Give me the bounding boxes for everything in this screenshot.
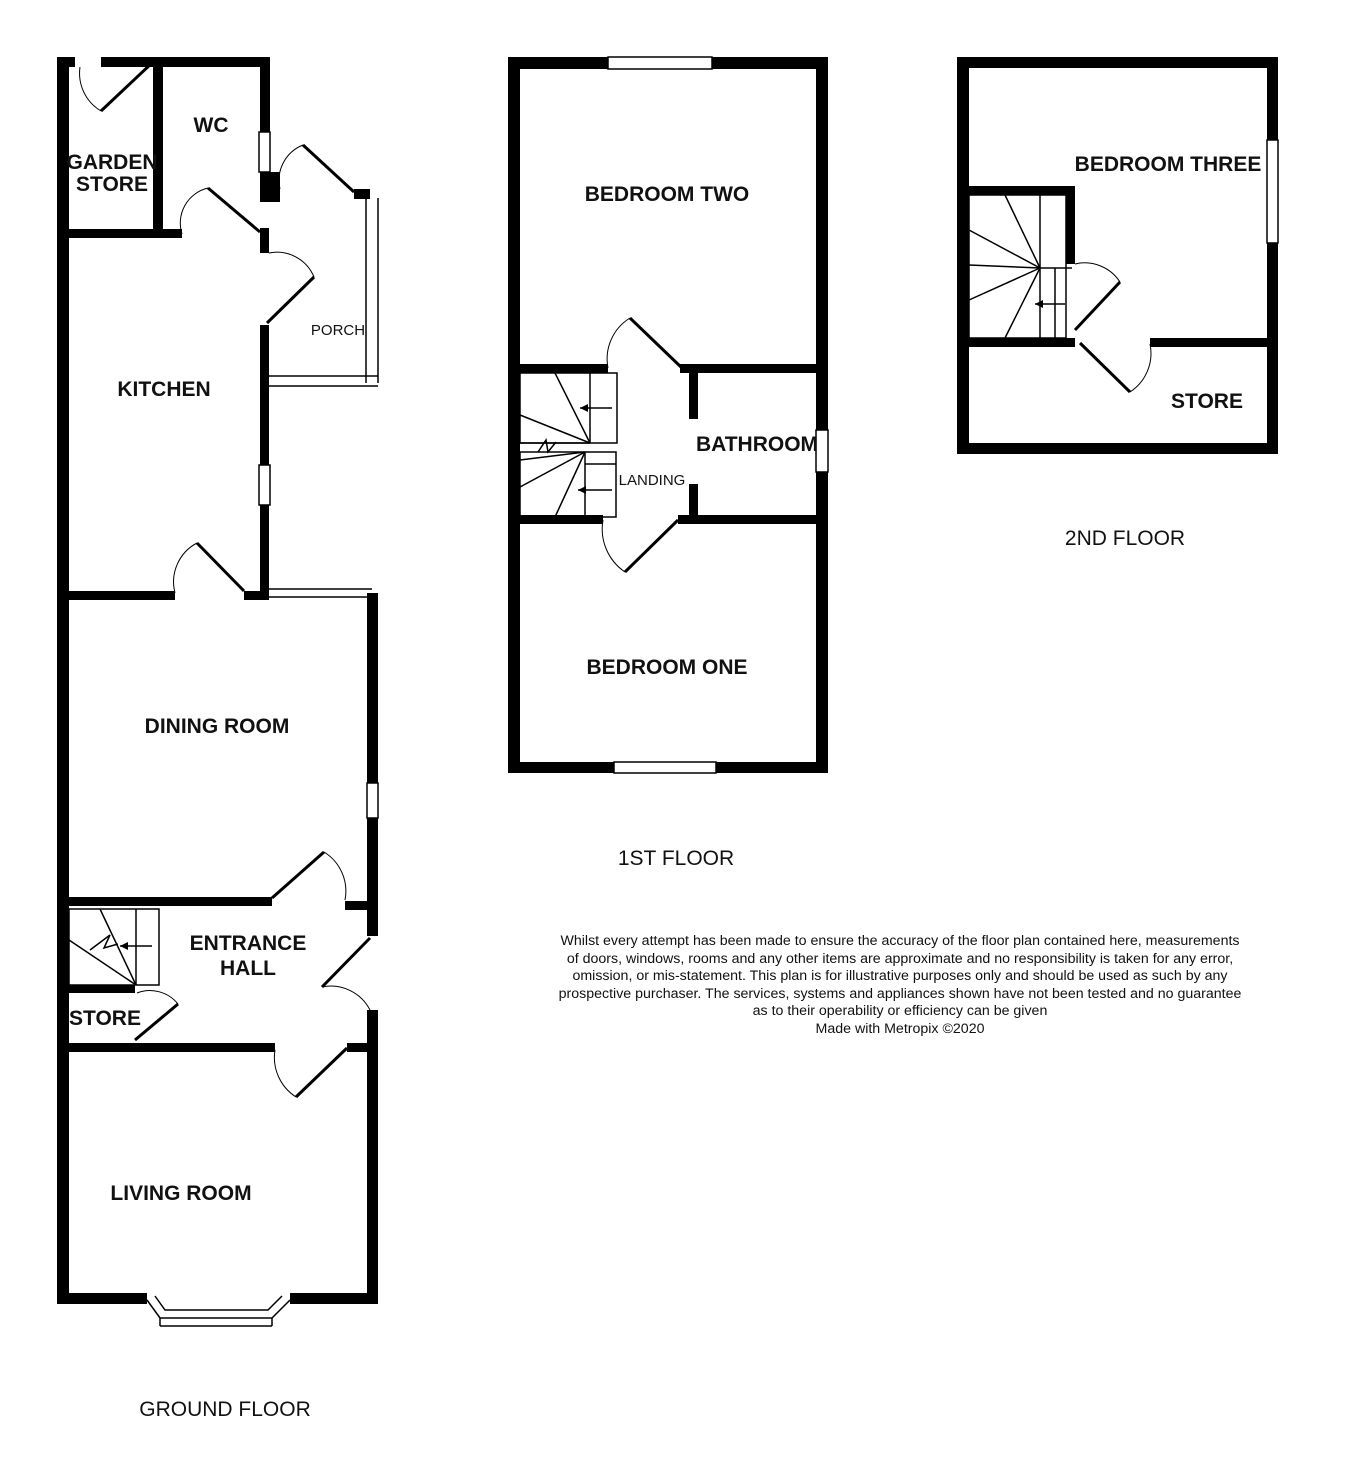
store-label-ground: STORE bbox=[69, 1007, 141, 1030]
disclaimer-line: of doors, windows, rooms and any other items are approximate and no responsibility is taken for any error, bbox=[566, 950, 1234, 967]
disclaimer-line: omission, or mis-statement. This plan is for illustrative purposes only and should be used as such by any bbox=[572, 968, 1228, 985]
first-floor-label: 1ST FLOOR bbox=[617, 847, 735, 870]
porch-label: PORCH bbox=[310, 322, 366, 339]
garden-store-label-1: GARDEN bbox=[66, 151, 158, 174]
garden-store-label-2: STORE bbox=[76, 173, 148, 196]
disclaimer-line: prospective purchaser. The services, systems and appliances shown have not been tested and no guarantee bbox=[558, 985, 1242, 1002]
living-room-label: LIVING ROOM bbox=[110, 1182, 252, 1205]
dining-room-label: DINING ROOM bbox=[144, 715, 290, 738]
entrance-hall-label-1: ENTRANCE bbox=[189, 932, 307, 955]
bathroom-label: BATHROOM bbox=[695, 433, 819, 456]
disclaimer bbox=[520, 933, 1280, 1039]
store-label-second: STORE bbox=[1171, 390, 1243, 413]
disclaimer-line: Whilst every attempt has been made to ensure the accuracy of the floor plan contained here, measurements bbox=[560, 933, 1240, 949]
wc-label: WC bbox=[193, 114, 229, 137]
bedroom-two-label: BEDROOM TWO bbox=[584, 183, 750, 206]
bedroom-one-label: BEDROOM ONE bbox=[586, 656, 748, 679]
entrance-hall-label-2: HALL bbox=[220, 957, 276, 980]
disclaimer-line: as to their operability or efficiency can be given bbox=[752, 1003, 1048, 1020]
metropix-credit: Made with Metropix ©2020 bbox=[815, 1020, 985, 1037]
kitchen-label: KITCHEN bbox=[117, 378, 211, 401]
ground-floor-plan bbox=[57, 57, 378, 1326]
bedroom-three-label: BEDROOM THREE bbox=[1074, 153, 1262, 176]
second-floor-label: 2ND FLOOR bbox=[1064, 527, 1186, 550]
ground-floor-label: GROUND FLOOR bbox=[139, 1398, 311, 1421]
landing-label: LANDING bbox=[618, 472, 686, 489]
